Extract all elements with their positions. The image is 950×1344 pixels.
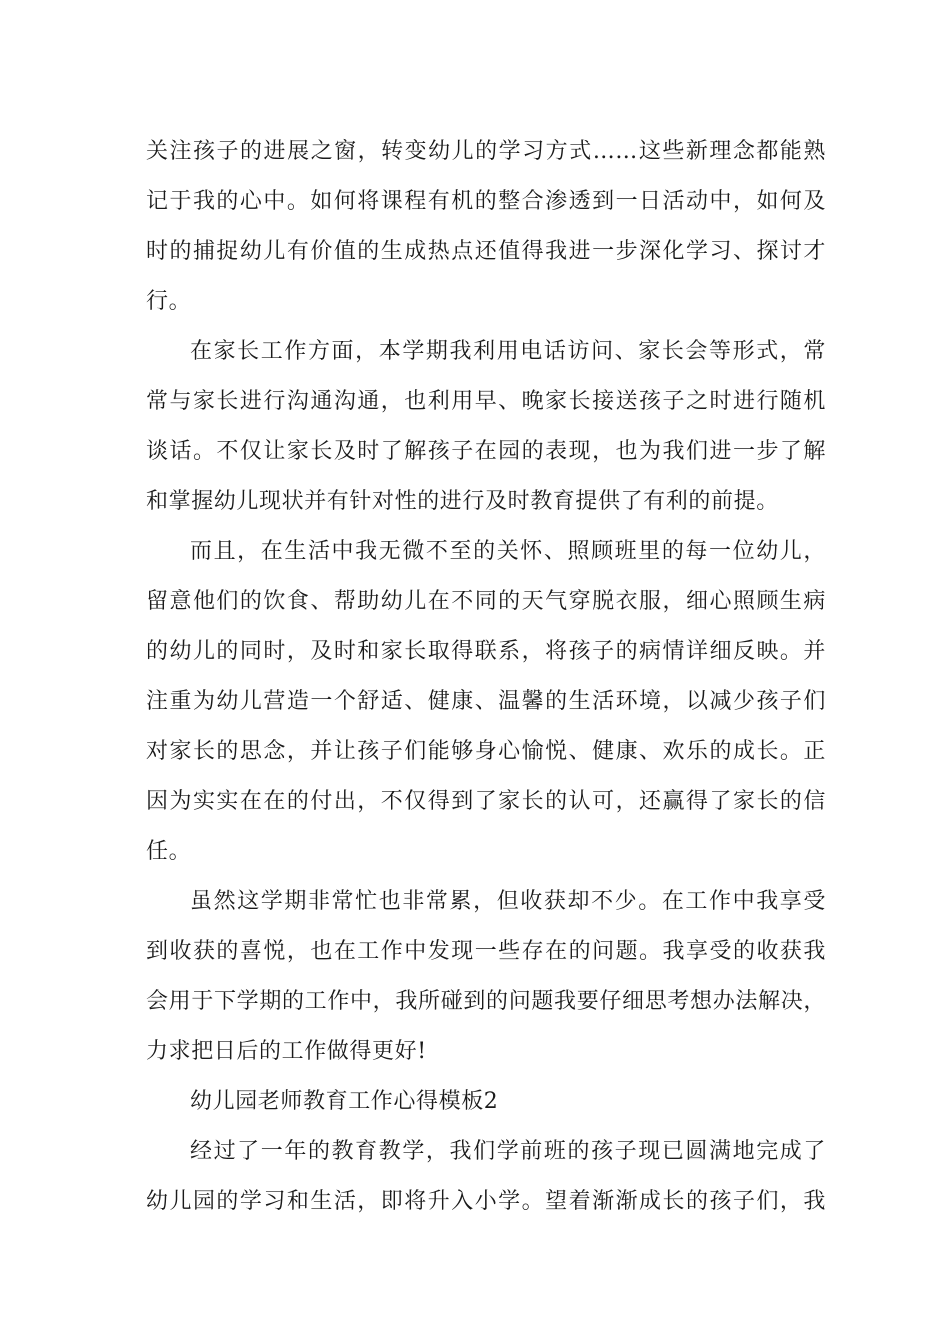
paragraph — [146, 877, 826, 1077]
text-line: 经过了一年的教育教学，我们学前班的孩子现已圆满地完成了 — [190, 1139, 826, 1164]
document-body — [146, 127, 826, 1227]
text-line: 常与家长进行沟通沟通，也利用早、晚家长接送孩子之时进行随机 — [146, 389, 826, 414]
paragraph — [146, 327, 826, 527]
text-line: 会用于下学期的工作中，我所碰到的问题我要仔细思考想办法解决， — [146, 989, 826, 1014]
text-line: 记于我的心中。如何将课程有机的整合渗透到一日活动中，如何及 — [146, 189, 826, 214]
text-line: 谈话。不仅让家长及时了解孩子在园的表现，也为我们进一步了解 — [146, 439, 826, 464]
text-line: 而且，在生活中我无微不至的关怀、照顾班里的每一位幼儿， — [190, 539, 826, 564]
text-line: 注重为幼儿营造一个舒适、健康、温馨的生活环境，以减少孩子们 — [146, 689, 826, 714]
text-line: 的幼儿的同时，及时和家长取得联系，将孩子的病情详细反映。并 — [146, 639, 826, 664]
text-line: 在家长工作方面，本学期我利用电话访问、家长会等形式，常 — [190, 339, 826, 364]
text-line: 幼儿园的学习和生活，即将升入小学。望着渐渐成长的孩子们，我 — [146, 1189, 826, 1214]
text-line: 力求把日后的工作做得更好! — [146, 1039, 427, 1064]
text-line: 虽然这学期非常忙也非常累，但收获却不少。在工作中我享受 — [190, 889, 826, 914]
paragraph — [146, 1127, 826, 1227]
text-line: 到收获的喜悦，也在工作中发现一些存在的问题。我享受的收获我 — [146, 939, 826, 964]
heading-text: 幼儿园老师教育工作心得模板2 — [190, 1089, 499, 1114]
text-line: 行。 — [146, 289, 192, 314]
text-line: 关注孩子的进展之窗，转变幼儿的学习方式……这些新理念都能熟 — [146, 139, 826, 164]
text-line: 对家长的思念，并让孩子们能够身心愉悦、健康、欢乐的成长。正 — [146, 739, 826, 764]
text-line: 因为实实在在的付出，不仅得到了家长的认可，还赢得了家长的信 — [146, 789, 826, 814]
section-heading — [146, 1077, 826, 1127]
text-line: 和掌握幼儿现状并有针对性的进行及时教育提供了有利的前提。 — [146, 489, 779, 514]
paragraph — [146, 527, 826, 877]
paragraph — [146, 127, 826, 327]
text-line: 时的捕捉幼儿有价值的生成热点还值得我进一步深化学习、探讨才 — [146, 239, 826, 264]
text-line: 任。 — [146, 839, 192, 864]
text-line: 留意他们的饮食、帮助幼儿在不同的天气穿脱衣服，细心照顾生病 — [146, 589, 826, 614]
